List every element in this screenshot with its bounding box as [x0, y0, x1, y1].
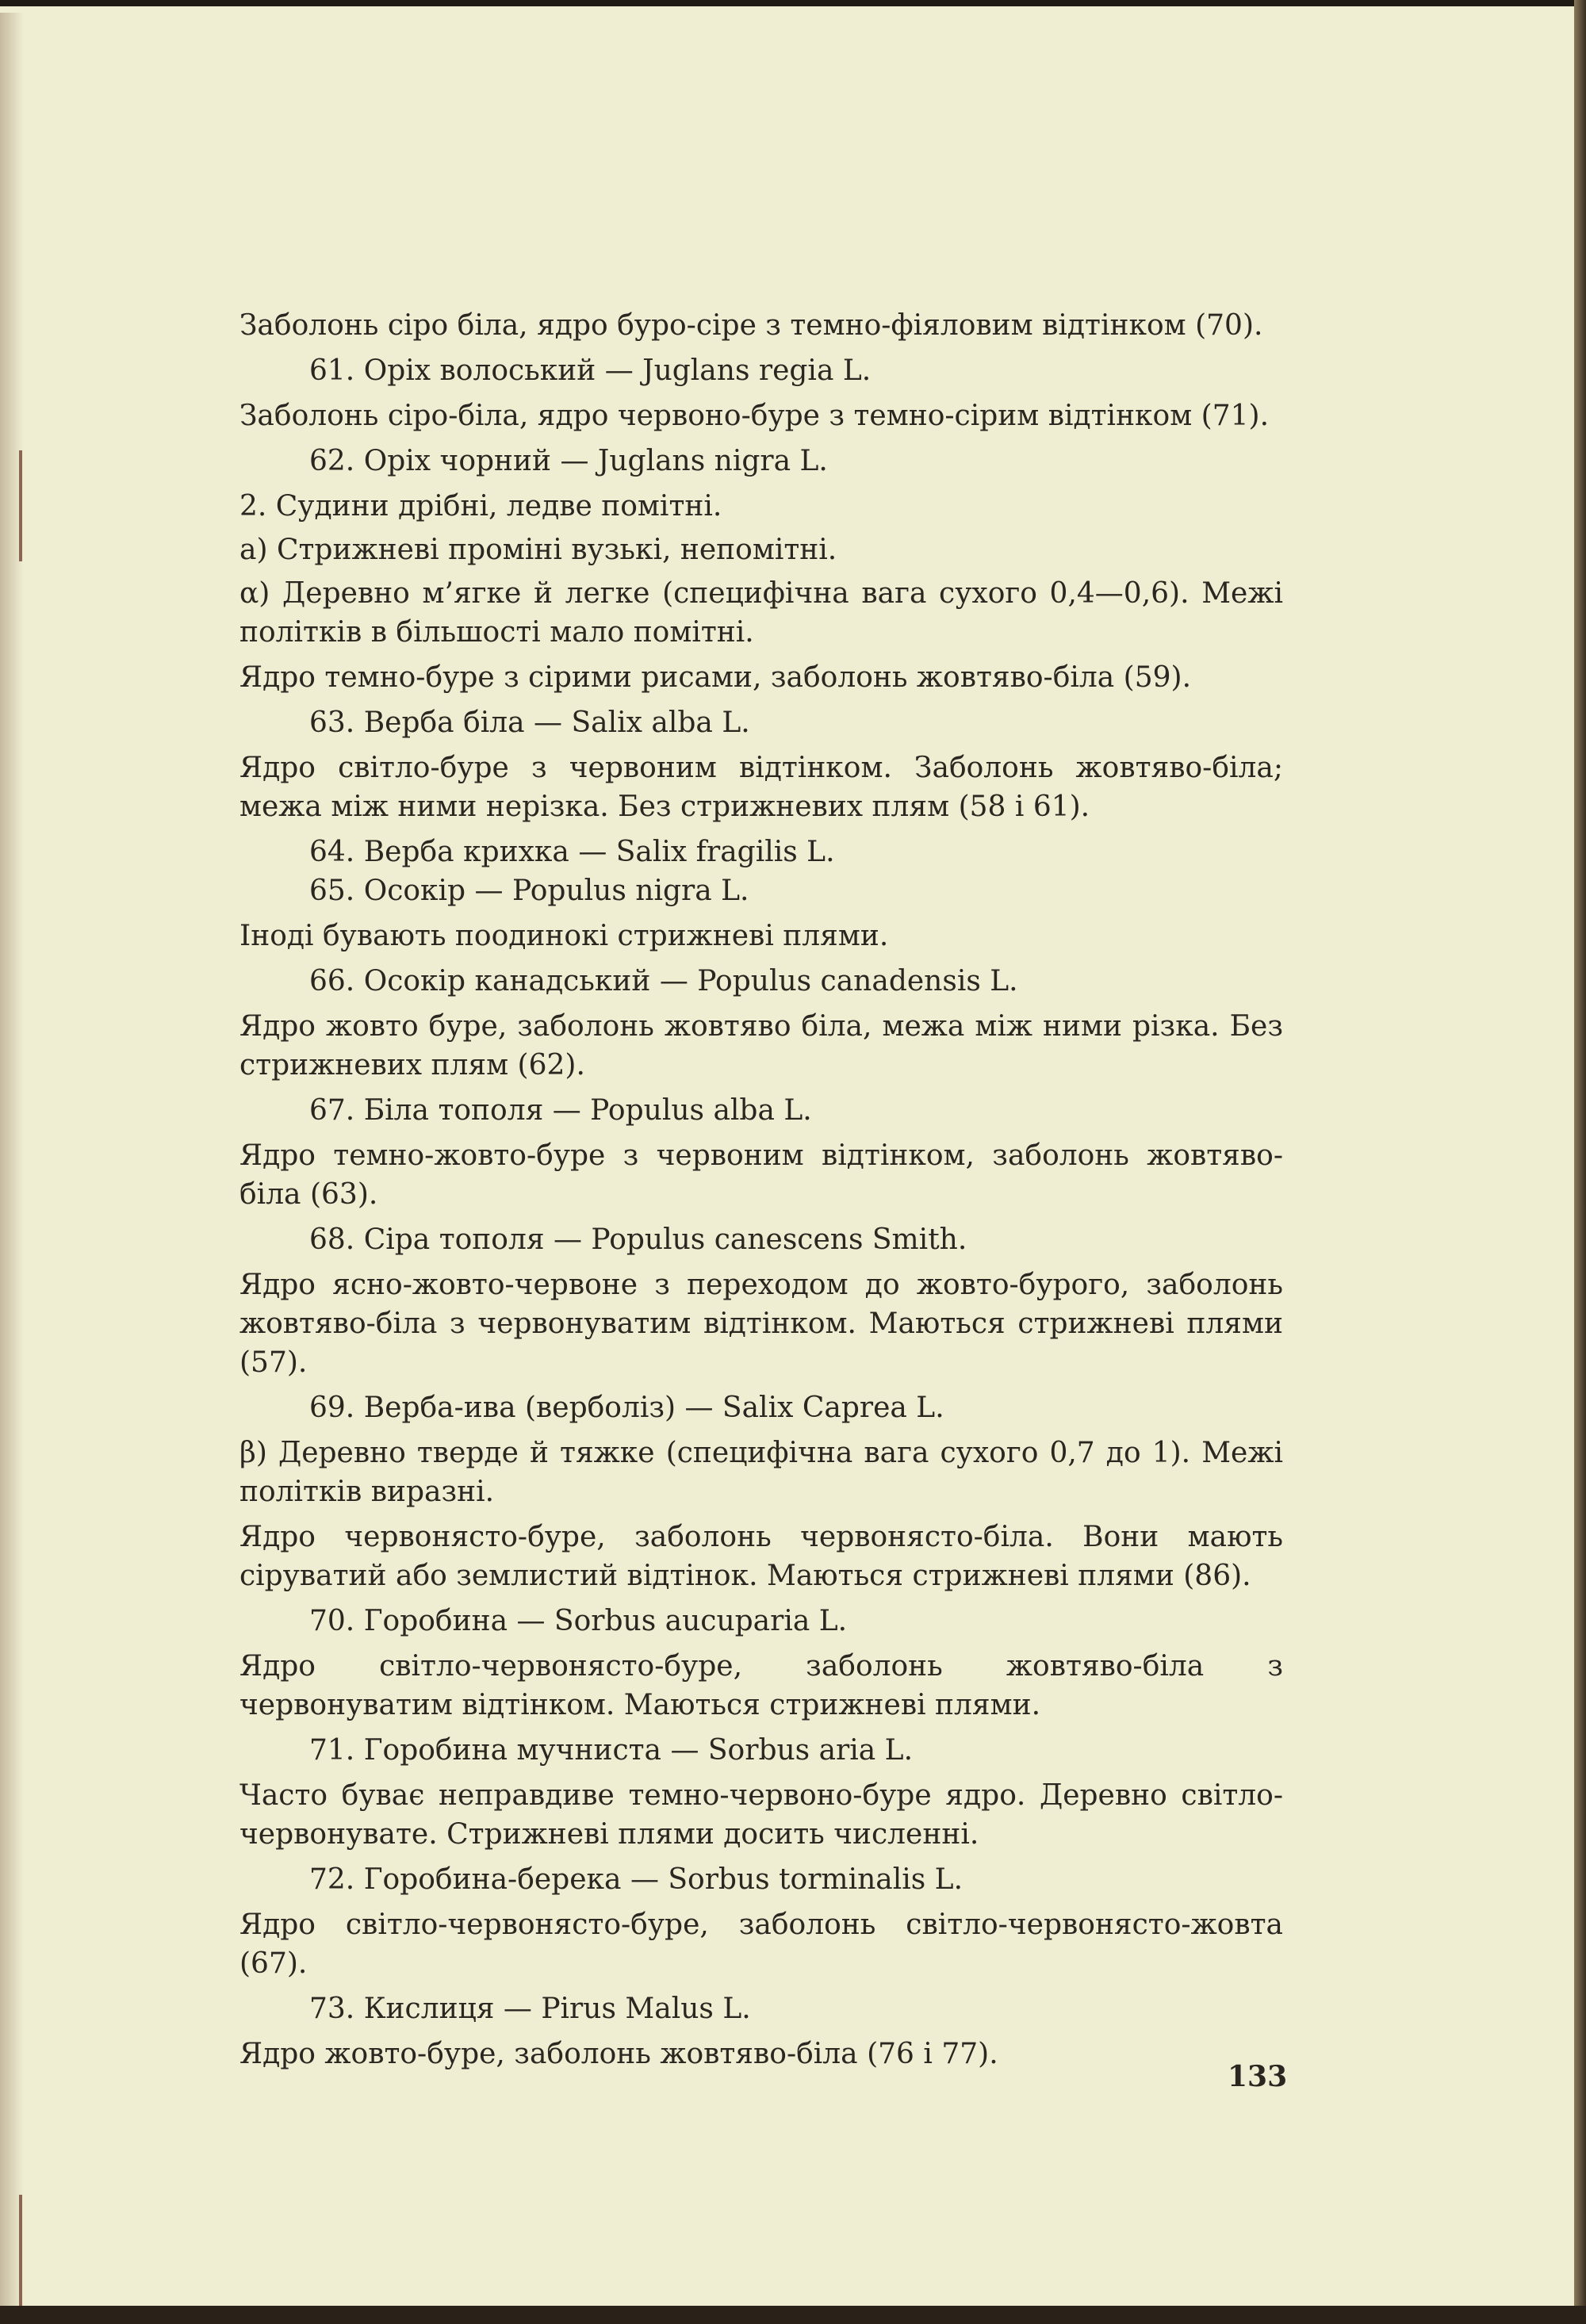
section-heading: 2. Судини дрібні, ледве помітні. — [239, 490, 722, 523]
species-entry: 66. Осокір канадський — Populus canadensis L. — [309, 965, 1018, 997]
bottom-edge — [0, 2306, 1586, 2324]
species-entry: 67. Біла тополя — Populus alba L. — [309, 1094, 812, 1127]
paragraph: Часто буває неправдиве темно-червоно-буре ядро. Деревно світло-червонувате. Стрижневі плями досить численні. — [239, 1779, 1283, 1851]
species-entry: 64. Верба крихка — Salix fragilis L. — [309, 836, 835, 868]
right-edge — [1574, 0, 1586, 2324]
paragraph: Заболонь сіро біла, ядро буро-сіре з темно-фіяловим відтінком (70). — [239, 309, 1263, 342]
top-edge — [0, 0, 1586, 6]
text-body — [239, 306, 1283, 2080]
species-entry: 61. Оріх волоський — Juglans regia L. — [309, 354, 872, 387]
species-entry: 73. Кислиця — Pirus Malus L. — [309, 1993, 751, 2025]
species-entry: 69. Верба-ива (верболіз) — Salix Caprea L. — [309, 1392, 944, 1424]
species-entry: 70. Горобина — Sorbus aucuparia L. — [309, 1605, 848, 1637]
species-entry: 62. Оріх чорний — Juglans nigra L. — [309, 445, 828, 477]
paragraph: β) Деревно тверде й тяжке (специфічна вага сухого 0,7 до 1). Межі політків виразні. — [239, 1437, 1283, 1508]
book-page — [0, 6, 1574, 2312]
paragraph: Ядро ясно-жовто-червоне з переходом до жовто-бурого, заболонь жовтяво-біла з червонуватим відтінком. Маються стрижневі плями (57). — [239, 1269, 1283, 1379]
paragraph: Ядро жовто-буре, заболонь жовтяво-біла (76 і 77). — [239, 2038, 998, 2070]
paragraph: α) Деревно м’ягке й легке (специфічна вага сухого 0,4—0,6). Межі політків в більшості мало помітні. — [239, 577, 1283, 649]
binding-mark — [19, 2195, 22, 2312]
paragraph: Ядро світло-буре з червоним відтінком. Заболонь жовтяво-біла; межа між ними нерізка. Без стрижневих плям (58 і 61). — [239, 752, 1283, 823]
paragraph: Ядро темно-жовто-буре з червоним відтінком, заболонь жовтяво-біла (63). — [239, 1139, 1283, 1211]
binding-mark — [19, 450, 22, 561]
paragraph: Ядро світло-червонясто-буре, заболонь світло-червонясто-жовта (67). — [239, 1909, 1283, 1980]
species-entry: 72. Горобина-берека — Sorbus torminalis L. — [309, 1863, 963, 1896]
species-entry: 71. Горобина мучниста — Sorbus aria L. — [309, 1734, 914, 1767]
paragraph: Ядро жовто буре, заболонь жовтяво біла, межа між ними різка. Без стрижневих плям (62). — [239, 1010, 1283, 1082]
page-number: 133 — [1228, 2060, 1288, 2093]
paragraph: Ядро червонясто-буре, заболонь червонясто-біла. Вони мають сіруватий або землистий відтінок. Маються стрижневі плями (86). — [239, 1521, 1283, 1592]
paragraph: Заболонь сіро-біла, ядро червоно-буре з темно-сірим відтінком (71). — [239, 400, 1270, 432]
paragraph: Іноді бувають поодинокі стрижневі плями. — [239, 920, 889, 952]
paragraph: Ядро світло-червонясто-буре, заболонь жовтяво-біла з червонуватим відтінком. Маються стрижневі плями. — [239, 1650, 1283, 1721]
subsection-heading: а) Стрижневі проміні вузькі, непомітні. — [239, 534, 837, 566]
page-binding-shadow — [0, 13, 24, 2312]
paragraph: Ядро темно-буре з сірими рисами, заболонь жовтяво-біла (59). — [239, 661, 1192, 694]
species-entry: 65. Осокір — Populus nigra L. — [309, 875, 749, 907]
species-entry: 63. Верба біла — Salix alba L. — [309, 706, 750, 739]
species-entry: 68. Сіра тополя — Populus canescens Smith. — [309, 1223, 967, 1256]
